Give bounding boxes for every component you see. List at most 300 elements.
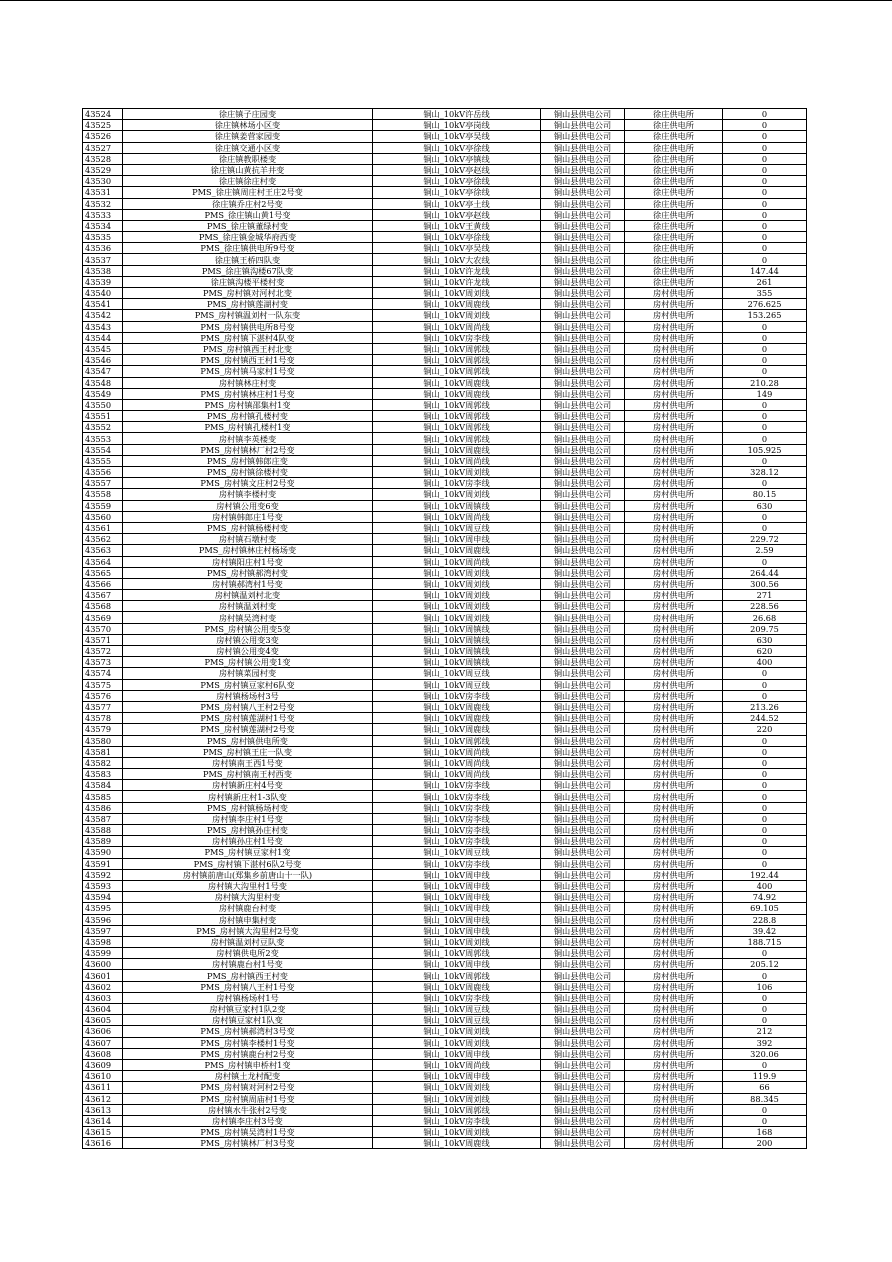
row-id-cell: 43527 — [83, 142, 123, 153]
value-cell: 0 — [723, 522, 807, 533]
table-row — [83, 276, 807, 287]
transformer-name-cell: 房村镇豆家村1队变 — [123, 1015, 373, 1026]
feeder-line-cell: 铜山_10kV周刘线 — [373, 310, 541, 321]
row-id-cell: 43578 — [83, 713, 123, 724]
table-row — [83, 388, 807, 399]
value-cell: 229.72 — [723, 534, 807, 545]
row-id-cell: 43570 — [83, 623, 123, 634]
value-cell: 355 — [723, 288, 807, 299]
row-id-cell: 43563 — [83, 545, 123, 556]
table-row — [83, 399, 807, 410]
company-name-cell: 铜山县供电公司 — [541, 1115, 625, 1126]
table-row — [83, 1071, 807, 1082]
value-cell: 209.75 — [723, 623, 807, 634]
transformer-name-cell: PMS_房村镇林庄村杨场变 — [123, 545, 373, 556]
row-id-cell: 43526 — [83, 131, 123, 142]
station-name-cell: 房村供电所 — [625, 310, 723, 321]
value-cell: 168 — [723, 1127, 807, 1138]
company-name-cell: 铜山县供电公司 — [541, 299, 625, 310]
table-row — [83, 1037, 807, 1048]
station-name-cell: 徐庄供电所 — [625, 164, 723, 175]
station-name-cell: 房村供电所 — [625, 455, 723, 466]
company-name-cell: 铜山县供电公司 — [541, 1127, 625, 1138]
transformer-name-cell: 房村镇公用变4变 — [123, 646, 373, 657]
feeder-line-cell: 铜山_10kV周镇线 — [373, 623, 541, 634]
table-row — [83, 500, 807, 511]
value-cell: 0 — [723, 679, 807, 690]
station-name-cell: 房村供电所 — [625, 612, 723, 623]
station-name-cell: 房村供电所 — [625, 690, 723, 701]
feeder-line-cell: 铜山_10kV房李线 — [373, 1115, 541, 1126]
company-name-cell: 铜山县供电公司 — [541, 467, 625, 478]
transformer-name-cell: 房村镇林庄村变 — [123, 377, 373, 388]
value-cell: 0 — [723, 1059, 807, 1070]
feeder-line-cell: 铜山_10kV周尚线 — [373, 455, 541, 466]
table-row — [83, 220, 807, 231]
value-cell: 0 — [723, 355, 807, 366]
station-name-cell: 房村供电所 — [625, 1093, 723, 1104]
table-row — [83, 657, 807, 668]
value-cell: 264.44 — [723, 567, 807, 578]
station-name-cell: 房村供电所 — [625, 769, 723, 780]
value-cell: 0 — [723, 209, 807, 220]
feeder-line-cell: 铜山_10kV周豆线 — [373, 1004, 541, 1015]
transformer-name-cell: PMS_房村镇下湛村6队2号变 — [123, 858, 373, 869]
table-row — [83, 545, 807, 556]
value-cell: 244.52 — [723, 713, 807, 724]
feeder-line-cell: 铜山_10kV周鹿线 — [373, 444, 541, 455]
feeder-line-cell: 铜山_10kV周鹿线 — [373, 981, 541, 992]
company-name-cell: 铜山县供电公司 — [541, 142, 625, 153]
feeder-line-cell: 铜山_10kV周镇线 — [373, 500, 541, 511]
feeder-line-cell: 铜山_10kV周尚线 — [373, 757, 541, 768]
feeder-line-cell: 铜山_10kV周豆线 — [373, 679, 541, 690]
table-row — [83, 813, 807, 824]
company-name-cell: 铜山县供电公司 — [541, 332, 625, 343]
transformer-name-cell: PMS_房村镇莲湖村1号变 — [123, 713, 373, 724]
station-name-cell: 房村供电所 — [625, 534, 723, 545]
table-row — [83, 567, 807, 578]
transformer-name-cell: PMS_房村镇公用变5变 — [123, 623, 373, 634]
company-name-cell: 铜山县供电公司 — [541, 1093, 625, 1104]
table-row — [83, 209, 807, 220]
station-name-cell: 徐庄供电所 — [625, 109, 723, 120]
feeder-line-cell: 铜山_10kV房李线 — [373, 780, 541, 791]
company-name-cell: 铜山县供电公司 — [541, 1059, 625, 1070]
station-name-cell: 房村供电所 — [625, 858, 723, 869]
row-id-cell: 43587 — [83, 813, 123, 824]
value-cell: 0 — [723, 109, 807, 120]
feeder-line-cell: 铜山_10kV周鹿线 — [373, 1138, 541, 1149]
value-cell: 400 — [723, 657, 807, 668]
row-id-cell: 43550 — [83, 399, 123, 410]
company-name-cell: 铜山县供电公司 — [541, 813, 625, 824]
station-name-cell: 徐庄供电所 — [625, 198, 723, 209]
station-name-cell: 房村供电所 — [625, 646, 723, 657]
transformer-name-cell: 房村镇菜园村变 — [123, 668, 373, 679]
transformer-name-cell: PMS_房村镇西王村北变 — [123, 343, 373, 354]
station-name-cell: 徐庄供电所 — [625, 176, 723, 187]
transformer-table — [82, 108, 807, 1149]
value-cell: 0 — [723, 478, 807, 489]
transformer-name-cell: PMS_房村镇王庄一队变 — [123, 746, 373, 757]
feeder-line-cell: 铜山_10kV房李线 — [373, 478, 541, 489]
transformer-name-cell: PMS_徐庄镇金城华府西变 — [123, 232, 373, 243]
value-cell: 0 — [723, 948, 807, 959]
company-name-cell: 铜山县供电公司 — [541, 936, 625, 947]
row-id-cell: 43575 — [83, 679, 123, 690]
row-id-cell: 43591 — [83, 858, 123, 869]
row-id-cell: 43615 — [83, 1127, 123, 1138]
station-name-cell: 房村供电所 — [625, 1004, 723, 1015]
feeder-line-cell: 铜山_10kV亭吴线 — [373, 243, 541, 254]
company-name-cell: 铜山县供电公司 — [541, 522, 625, 533]
value-cell: 74.92 — [723, 892, 807, 903]
row-id-cell: 43546 — [83, 355, 123, 366]
station-name-cell: 房村供电所 — [625, 746, 723, 757]
table-row — [83, 858, 807, 869]
feeder-line-cell: 铜山_10kV亭徐线 — [373, 176, 541, 187]
transformer-name-cell: PMS_房村镇林厂村2号变 — [123, 444, 373, 455]
station-name-cell: 房村供电所 — [625, 366, 723, 377]
value-cell: 0 — [723, 802, 807, 813]
company-name-cell: 铜山县供电公司 — [541, 209, 625, 220]
company-name-cell: 铜山县供电公司 — [541, 232, 625, 243]
station-name-cell: 房村供电所 — [625, 1026, 723, 1037]
company-name-cell: 铜山县供电公司 — [541, 1104, 625, 1115]
feeder-line-cell: 铜山_10kV许龙线 — [373, 276, 541, 287]
station-name-cell: 房村供电所 — [625, 545, 723, 556]
feeder-line-cell: 铜山_10kV周郭线 — [373, 366, 541, 377]
row-id-cell: 43549 — [83, 388, 123, 399]
transformer-name-cell: 房村镇土龙村配变 — [123, 1071, 373, 1082]
row-id-cell: 43574 — [83, 668, 123, 679]
transformer-name-cell: PMS_房村镇孙庄村变 — [123, 825, 373, 836]
transformer-name-cell: PMS_房村镇周庙村1号变 — [123, 1093, 373, 1104]
transformer-name-cell: 房村镇韩郎庄1号变 — [123, 511, 373, 522]
company-name-cell: 铜山县供电公司 — [541, 131, 625, 142]
value-cell: 205.12 — [723, 959, 807, 970]
table-row — [83, 791, 807, 802]
company-name-cell: 铜山县供电公司 — [541, 1037, 625, 1048]
station-name-cell: 房村供电所 — [625, 880, 723, 891]
row-id-cell: 43611 — [83, 1082, 123, 1093]
company-name-cell: 铜山县供电公司 — [541, 355, 625, 366]
company-name-cell: 铜山县供电公司 — [541, 612, 625, 623]
row-id-cell: 43593 — [83, 880, 123, 891]
company-name-cell: 铜山县供电公司 — [541, 903, 625, 914]
value-cell: 0 — [723, 847, 807, 858]
transformer-name-cell: 房村镇温刘村豆队变 — [123, 936, 373, 947]
value-cell: 0 — [723, 232, 807, 243]
value-cell: 39.42 — [723, 925, 807, 936]
value-cell: 0 — [723, 769, 807, 780]
feeder-line-cell: 铜山_10kV周郭线 — [373, 411, 541, 422]
feeder-line-cell: 铜山_10kV周镇线 — [373, 646, 541, 657]
value-cell: 0 — [723, 411, 807, 422]
row-id-cell: 43582 — [83, 757, 123, 768]
table-row — [83, 970, 807, 981]
table-row — [83, 187, 807, 198]
station-name-cell: 房村供电所 — [625, 780, 723, 791]
row-id-cell: 43564 — [83, 556, 123, 567]
transformer-name-cell: 房村镇公用变6变 — [123, 500, 373, 511]
row-id-cell: 43524 — [83, 109, 123, 120]
row-id-cell: 43553 — [83, 433, 123, 444]
table-row — [83, 981, 807, 992]
station-name-cell: 房村供电所 — [625, 500, 723, 511]
value-cell: 261 — [723, 276, 807, 287]
row-id-cell: 43609 — [83, 1059, 123, 1070]
transformer-name-cell: 房村镇水牛张村2号变 — [123, 1104, 373, 1115]
value-cell: 0 — [723, 825, 807, 836]
table-row — [83, 433, 807, 444]
transformer-name-cell: PMS_房村镇莲湖村变 — [123, 299, 373, 310]
row-id-cell: 43541 — [83, 299, 123, 310]
table-row — [83, 892, 807, 903]
row-id-cell: 43559 — [83, 500, 123, 511]
value-cell: 620 — [723, 646, 807, 657]
transformer-name-cell: PMS_房村镇西王村变 — [123, 970, 373, 981]
table-row — [83, 366, 807, 377]
row-id-cell: 43586 — [83, 802, 123, 813]
station-name-cell: 房村供电所 — [625, 668, 723, 679]
table-row — [83, 288, 807, 299]
station-name-cell: 房村供电所 — [625, 657, 723, 668]
company-name-cell: 铜山县供电公司 — [541, 176, 625, 187]
table-row — [83, 534, 807, 545]
feeder-line-cell: 铜山_10kV周刘线 — [373, 489, 541, 500]
feeder-line-cell: 铜山_10kV周刘线 — [373, 567, 541, 578]
table-row — [83, 1059, 807, 1070]
row-id-cell: 43532 — [83, 198, 123, 209]
table-row — [83, 925, 807, 936]
transformer-name-cell: PMS_徐庄镇董绿村变 — [123, 220, 373, 231]
table-row — [83, 455, 807, 466]
transformer-name-cell: 房村镇李庄村3号变 — [123, 1115, 373, 1126]
feeder-line-cell: 铜山_10kV周镇线 — [373, 634, 541, 645]
transformer-name-cell: PMS_房村镇杨楼村变 — [123, 522, 373, 533]
transformer-name-cell: 房村镇阳庄村1号变 — [123, 556, 373, 567]
value-cell: 69.105 — [723, 903, 807, 914]
feeder-line-cell: 铜山_10kV周尚线 — [373, 511, 541, 522]
transformer-name-cell: PMS_房村镇李楼村1号变 — [123, 1037, 373, 1048]
station-name-cell: 房村供电所 — [625, 992, 723, 1003]
transformer-name-cell: 房村镇大沟里村1号变 — [123, 880, 373, 891]
company-name-cell: 铜山县供电公司 — [541, 623, 625, 634]
company-name-cell: 铜山县供电公司 — [541, 836, 625, 847]
station-name-cell: 房村供电所 — [625, 970, 723, 981]
value-cell: 192.44 — [723, 869, 807, 880]
station-name-cell: 房村供电所 — [625, 791, 723, 802]
company-name-cell: 铜山县供电公司 — [541, 746, 625, 757]
transformer-name-cell: 徐庄镇姜营家园变 — [123, 131, 373, 142]
row-id-cell: 43548 — [83, 377, 123, 388]
row-id-cell: 43594 — [83, 892, 123, 903]
table-row — [83, 467, 807, 478]
table-row — [83, 690, 807, 701]
table-row — [83, 176, 807, 187]
station-name-cell: 房村供电所 — [625, 1071, 723, 1082]
transformer-name-cell: 徐庄镇沟楼平楼村变 — [123, 276, 373, 287]
value-cell: 220 — [723, 724, 807, 735]
table-row — [83, 601, 807, 612]
row-id-cell: 43585 — [83, 791, 123, 802]
row-id-cell: 43533 — [83, 209, 123, 220]
station-name-cell: 房村供电所 — [625, 847, 723, 858]
value-cell: 2.59 — [723, 545, 807, 556]
feeder-line-cell: 铜山_10kV周申线 — [373, 880, 541, 891]
value-cell: 0 — [723, 220, 807, 231]
table-row — [83, 1104, 807, 1115]
transformer-name-cell: PMS_房村镇供电所变 — [123, 735, 373, 746]
transformer-name-cell: PMS_房村镇杨场村变 — [123, 802, 373, 813]
station-name-cell: 徐庄供电所 — [625, 265, 723, 276]
feeder-line-cell: 铜山_10kV大农线 — [373, 254, 541, 265]
transformer-name-cell: 房村镇供电所2变 — [123, 948, 373, 959]
station-name-cell: 房村供电所 — [625, 735, 723, 746]
value-cell: 0 — [723, 164, 807, 175]
station-name-cell: 徐庄供电所 — [625, 220, 723, 231]
transformer-name-cell: 房村镇申集村变 — [123, 914, 373, 925]
row-id-cell: 43595 — [83, 903, 123, 914]
feeder-line-cell: 铜山_10kV周尚线 — [373, 556, 541, 567]
feeder-line-cell: 铜山_10kV亭徐线 — [373, 232, 541, 243]
row-id-cell: 43561 — [83, 522, 123, 533]
station-name-cell: 房村供电所 — [625, 892, 723, 903]
feeder-line-cell: 铜山_10kV亭岗线 — [373, 120, 541, 131]
value-cell: 0 — [723, 1004, 807, 1015]
company-name-cell: 铜山县供电公司 — [541, 478, 625, 489]
station-name-cell: 房村供电所 — [625, 601, 723, 612]
transformer-name-cell: PMS_房村镇邵集村1变 — [123, 399, 373, 410]
table-row — [83, 578, 807, 589]
transformer-name-cell: 房村镇温刘村北变 — [123, 590, 373, 601]
table-row — [83, 198, 807, 209]
transformer-name-cell: 房村镇孙庄村1号变 — [123, 836, 373, 847]
company-name-cell: 铜山县供电公司 — [541, 276, 625, 287]
station-name-cell: 房村供电所 — [625, 288, 723, 299]
table-row — [83, 701, 807, 712]
value-cell: 200 — [723, 1138, 807, 1149]
feeder-line-cell: 铜山_10kV周刘线 — [373, 1127, 541, 1138]
feeder-line-cell: 铜山_10kV周申线 — [373, 959, 541, 970]
transformer-name-cell: 房村镇鹿台村变 — [123, 903, 373, 914]
row-id-cell: 43545 — [83, 343, 123, 354]
row-id-cell: 43606 — [83, 1026, 123, 1037]
row-id-cell: 43540 — [83, 288, 123, 299]
value-cell: 392 — [723, 1037, 807, 1048]
row-id-cell: 43572 — [83, 646, 123, 657]
company-name-cell: 铜山县供电公司 — [541, 399, 625, 410]
row-id-cell: 43590 — [83, 847, 123, 858]
company-name-cell: 铜山县供电公司 — [541, 288, 625, 299]
company-name-cell: 铜山县供电公司 — [541, 858, 625, 869]
table-row — [83, 254, 807, 265]
value-cell: 300.56 — [723, 578, 807, 589]
transformer-name-cell: 徐庄镇教职楼变 — [123, 153, 373, 164]
station-name-cell: 房村供电所 — [625, 623, 723, 634]
table-row — [83, 489, 807, 500]
station-name-cell: 房村供电所 — [625, 556, 723, 567]
row-id-cell: 43542 — [83, 310, 123, 321]
feeder-line-cell: 铜山_10kV房李线 — [373, 813, 541, 824]
feeder-line-cell: 铜山_10kV房李线 — [373, 802, 541, 813]
row-id-cell: 43537 — [83, 254, 123, 265]
transformer-name-cell: 房村镇温刘村变 — [123, 601, 373, 612]
value-cell: 0 — [723, 746, 807, 757]
transformer-name-cell: PMS_徐庄镇山黄1号变 — [123, 209, 373, 220]
feeder-line-cell: 铜山_10kV许龙线 — [373, 265, 541, 276]
feeder-line-cell: 铜山_10kV房李线 — [373, 332, 541, 343]
feeder-line-cell: 铜山_10kV周郭线 — [373, 735, 541, 746]
table-row — [83, 332, 807, 343]
value-cell: 0 — [723, 433, 807, 444]
table-row — [83, 1004, 807, 1015]
value-cell: 213.26 — [723, 701, 807, 712]
feeder-line-cell: 铜山_10kV周申线 — [373, 869, 541, 880]
company-name-cell: 铜山县供电公司 — [541, 701, 625, 712]
transformer-name-cell: PMS_房村镇莲湖村2号变 — [123, 724, 373, 735]
feeder-line-cell: 铜山_10kV房李线 — [373, 825, 541, 836]
station-name-cell: 房村供电所 — [625, 355, 723, 366]
table-row — [83, 444, 807, 455]
transformer-name-cell: 徐庄镇乔庄村2号变 — [123, 198, 373, 209]
transformer-name-cell: PMS_房村镇孔楼村1变 — [123, 422, 373, 433]
table-row — [83, 321, 807, 332]
transformer-name-cell: PMS_徐庄镇沟楼67队变 — [123, 265, 373, 276]
row-id-cell: 43528 — [83, 153, 123, 164]
station-name-cell: 房村供电所 — [625, 813, 723, 824]
transformer-name-cell: PMS_房村镇林庄村1号变 — [123, 388, 373, 399]
feeder-line-cell: 铜山_10kV周鹿线 — [373, 701, 541, 712]
station-name-cell: 房村供电所 — [625, 825, 723, 836]
value-cell: 0 — [723, 198, 807, 209]
station-name-cell: 房村供电所 — [625, 1115, 723, 1126]
feeder-line-cell: 铜山_10kV房李线 — [373, 690, 541, 701]
feeder-line-cell: 铜山_10kV房李线 — [373, 836, 541, 847]
station-name-cell: 徐庄供电所 — [625, 254, 723, 265]
feeder-line-cell: 铜山_10kV周豆线 — [373, 668, 541, 679]
value-cell: 0 — [723, 690, 807, 701]
station-name-cell: 房村供电所 — [625, 1104, 723, 1115]
transformer-name-cell: 房村镇杨场村3号 — [123, 690, 373, 701]
row-id-cell: 43551 — [83, 411, 123, 422]
row-id-cell: 43605 — [83, 1015, 123, 1026]
station-name-cell: 房村供电所 — [625, 511, 723, 522]
transformer-name-cell: PMS_房村镇徐楼村变 — [123, 467, 373, 478]
feeder-line-cell: 铜山_10kV周刘线 — [373, 467, 541, 478]
station-name-cell: 房村供电所 — [625, 467, 723, 478]
company-name-cell: 铜山县供电公司 — [541, 590, 625, 601]
company-name-cell: 铜山县供电公司 — [541, 802, 625, 813]
company-name-cell: 铜山县供电公司 — [541, 310, 625, 321]
feeder-line-cell: 铜山_10kV周申线 — [373, 914, 541, 925]
company-name-cell: 铜山县供电公司 — [541, 713, 625, 724]
station-name-cell: 房村供电所 — [625, 869, 723, 880]
feeder-line-cell: 铜山_10kV周鹿线 — [373, 724, 541, 735]
feeder-line-cell: 铜山_10kV亭土线 — [373, 198, 541, 209]
row-id-cell: 43588 — [83, 825, 123, 836]
transformer-name-cell: 房村镇李楼村变 — [123, 489, 373, 500]
value-cell: 147.44 — [723, 265, 807, 276]
company-name-cell: 铜山县供电公司 — [541, 545, 625, 556]
value-cell: 0 — [723, 187, 807, 198]
feeder-line-cell: 铜山_10kV亭吴线 — [373, 131, 541, 142]
company-name-cell: 铜山县供电公司 — [541, 444, 625, 455]
value-cell: 210.28 — [723, 377, 807, 388]
station-name-cell: 房村供电所 — [625, 332, 723, 343]
